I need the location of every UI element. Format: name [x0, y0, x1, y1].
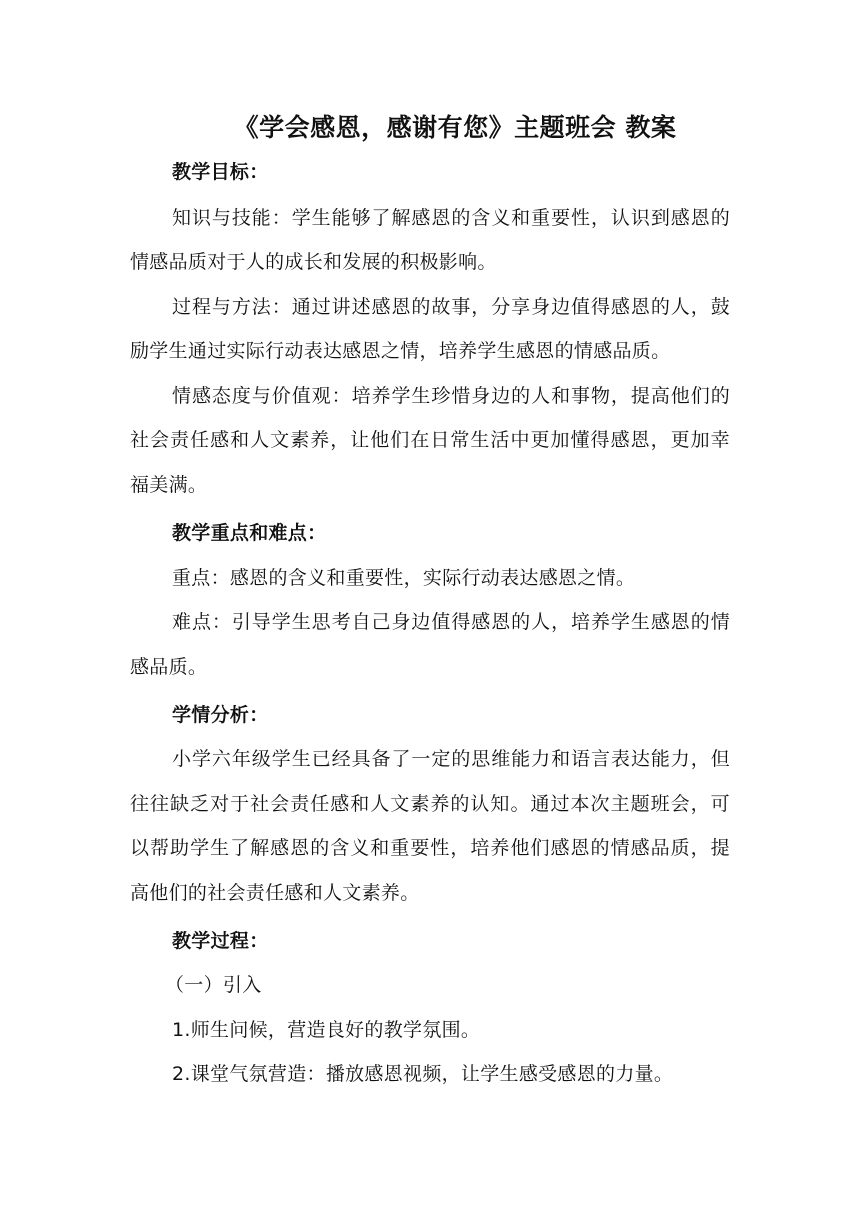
objectives-knowledge-line-2: 情感品质对于人的成长和发展的积极影响。 — [130, 251, 497, 273]
objectives-process-line-1: 过程与方法：通过讲述感恩的故事，分享身边值得感恩的人，鼓 — [172, 296, 730, 318]
analysis-heading: 学情分析： — [172, 704, 269, 726]
objectives-heading: 教学目标： — [172, 161, 269, 183]
analysis-line-2: 往往缺乏对于社会责任感和人文素养的认知。通过本次主题班会，可 — [130, 793, 730, 815]
analysis-line-1: 小学六年级学生已经具备了一定的思维能力和语言表达能力，但 — [172, 748, 730, 770]
objectives-attitude-line-3: 福美满。 — [130, 474, 208, 496]
process-step-1: 1.师生问候，营造良好的教学氛围。 — [172, 1019, 481, 1041]
process-step-2: 2.课堂气氛营造：播放感恩视频，让学生感受感恩的力量。 — [172, 1063, 674, 1085]
key-points-difficulty-line-2: 感品质。 — [130, 656, 208, 678]
analysis-line-3: 以帮助学生了解感恩的含义和重要性，培养他们感恩的情感品质，提 — [130, 837, 730, 859]
objectives-attitude-line-2: 社会责任感和人文素养，让他们在日常生活中更加懂得感恩，更加幸 — [130, 429, 730, 451]
document-title: 《学会感恩，感谢有您》主题班会 教案 — [233, 113, 677, 142]
process-heading: 教学过程： — [172, 930, 269, 952]
key-points-focus: 重点：感恩的含义和重要性，实际行动表达感恩之情。 — [172, 567, 636, 589]
key-points-difficulty-line-1: 难点：引导学生思考自己身边值得感恩的人，培养学生感恩的情 — [172, 611, 730, 633]
objectives-attitude-line-1: 情感态度与价值观：培养学生珍惜身边的人和事物，提高他们的 — [172, 385, 730, 407]
process-part-1: （一）引入 — [165, 974, 262, 996]
objectives-knowledge-line-1: 知识与技能：学生能够了解感恩的含义和重要性，认识到感恩的 — [172, 207, 730, 229]
key-points-heading: 教学重点和难点： — [172, 522, 327, 544]
objectives-process-line-2: 励学生通过实际行动表达感恩之情，培养学生感恩的情感品质。 — [130, 340, 671, 362]
analysis-line-4: 高他们的社会责任感和人文素养。 — [130, 882, 420, 904]
